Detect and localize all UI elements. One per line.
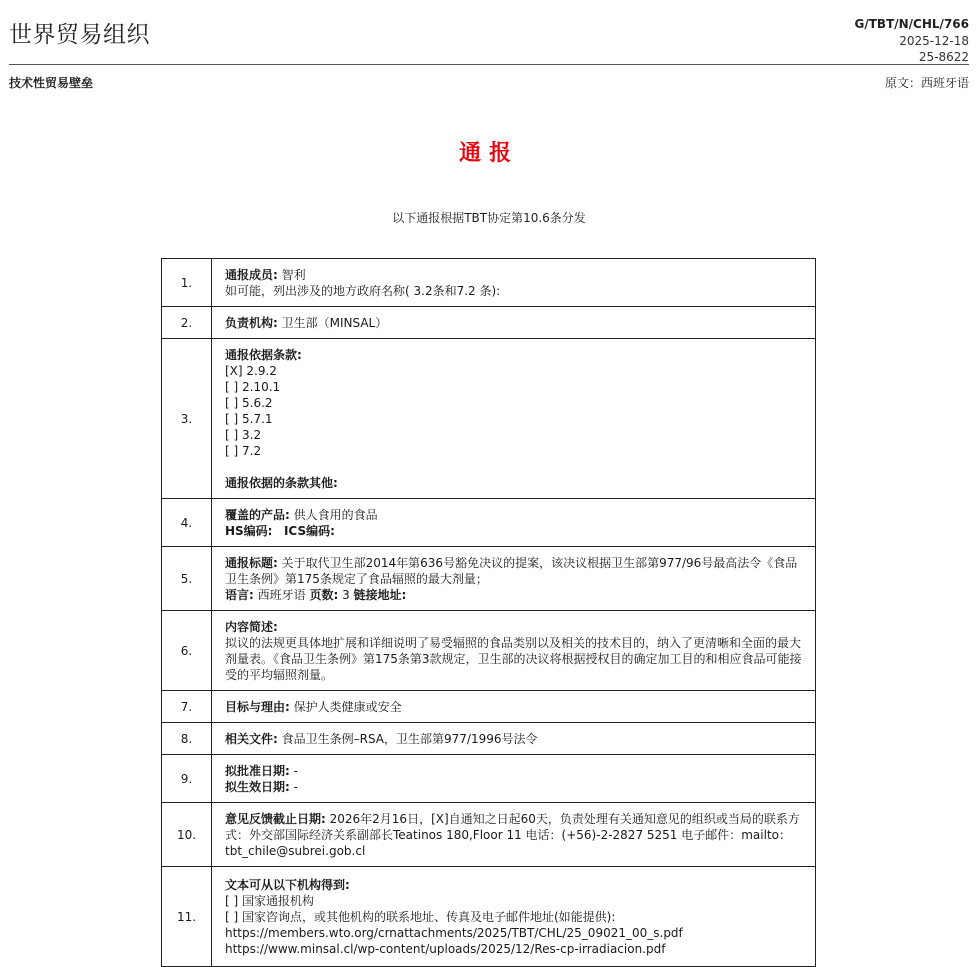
- row-number: 10.: [162, 803, 212, 867]
- table-row: [162, 755, 816, 803]
- row-content: [212, 611, 816, 691]
- member-label: 通报成员:: [225, 268, 278, 282]
- table-row: [162, 691, 816, 723]
- deadline-value: 2026年2月16日，[X]自通知之日起60天，负责处理有关通知意见的组织或当局的联系方式：外交部国际经济关系副部长Teatinos 180,Floor 11 电话：(+56)-2-2827 5251 电子邮件：mailto：tbt_chile@subrei.gob.cl: [225, 812, 800, 858]
- row-number: 1.: [162, 259, 212, 307]
- description-value: 拟议的法规更具体地扩展和详细说明了易受辐照的食品类别以及相关的技术目的，纳入了更清晰和全面的最大剂量表。《食品卫生条例》第175条第3款规定，卫生部的决议将根据授权目的确定加工目的和相应食品可能接受的平均辐照剂量。: [225, 636, 802, 682]
- row-content: [212, 339, 816, 499]
- article-item: [ ] 5.7.1: [225, 412, 273, 426]
- document-symbol: G/TBT/N/CHL/766: [854, 17, 969, 31]
- local-govt-text: 如可能，列出涉及的地方政府名称( 3.2条和7.2 条):: [225, 284, 501, 298]
- adoption-label: 拟批准日期:: [225, 764, 290, 778]
- row-content: [212, 755, 816, 803]
- committee-name: 技术性贸易壁垒: [9, 76, 94, 90]
- row-content: [212, 499, 816, 547]
- available-item: [ ] 国家咨询点，或其他机构的联系地址、传真及电子邮件地址(如能提供):: [225, 910, 616, 924]
- available-item: [ ] 国家通报机构: [225, 894, 314, 908]
- page-subtitle: 以下通报根据TBT协定第10.6条分发: [392, 211, 586, 225]
- article-item: [X] 2.9.2: [225, 364, 277, 378]
- other-articles-label: 通报依据的条款其他:: [225, 476, 338, 490]
- pages-value: 3: [338, 588, 354, 602]
- table-row: [162, 339, 816, 499]
- article-item: [ ] 2.10.1: [225, 380, 281, 394]
- page-title: 通报: [458, 141, 519, 166]
- table-row: [162, 803, 816, 867]
- link-label: 链接地址:: [353, 588, 407, 602]
- attachment-link[interactable]: https://members.wto.org/crnattachments/2025/TBT/CHL/25_09021_00_s.pdf: [225, 926, 683, 940]
- row-content: [212, 259, 816, 307]
- objective-value: 保护人类健康或安全: [289, 700, 402, 714]
- agency-label: 负责机构:: [225, 316, 278, 330]
- row-number: 9.: [162, 755, 212, 803]
- effect-label: 拟生效日期:: [225, 780, 290, 794]
- objective-label: 目标与理由:: [225, 700, 290, 714]
- table-row: [162, 259, 816, 307]
- row-number: 3.: [162, 339, 212, 499]
- row-content: [212, 867, 816, 967]
- row-number: 8.: [162, 723, 212, 755]
- table-row: [162, 547, 816, 611]
- article-item: [ ] 7.2: [225, 444, 262, 458]
- organization-name: 世界贸易组织: [9, 22, 150, 48]
- row-number: 7.: [162, 691, 212, 723]
- document-date: 2025-12-18: [899, 34, 969, 48]
- language-value: 西班牙语: [253, 588, 310, 602]
- table-row: [162, 723, 816, 755]
- table-row: [162, 499, 816, 547]
- row-content: [212, 803, 816, 867]
- pages-label: 页数:: [309, 588, 339, 602]
- hs-label: HS编码:: [225, 524, 273, 538]
- row-number: 11.: [162, 867, 212, 967]
- row-number: 2.: [162, 307, 212, 339]
- effect-value: -: [289, 780, 298, 794]
- row-content: [212, 307, 816, 339]
- article-item: [ ] 3.2: [225, 428, 262, 442]
- row-content: [212, 691, 816, 723]
- article-item: [ ] 5.6.2: [225, 396, 273, 410]
- language-label: 语言:: [225, 588, 254, 602]
- adoption-value: -: [289, 764, 298, 778]
- articles-label: 通报依据条款:: [225, 348, 302, 362]
- original-language: 原文：西班牙语: [884, 76, 969, 90]
- description-label: 内容简述:: [225, 620, 278, 634]
- agency-value: 卫生部（MINSAL）: [277, 316, 388, 330]
- deadline-label: 意见反馈截止日期:: [225, 812, 326, 826]
- row-number: 4.: [162, 499, 212, 547]
- member-value: 智利: [277, 268, 306, 282]
- row-number: 5.: [162, 547, 212, 611]
- title-value: 关于取代卫生部2014年第636号豁免决议的提案，该决议根据卫生部第977/96号最高法令《食品卫生条例》第175条规定了食品辐照的最大剂量；: [225, 556, 798, 586]
- products-value: 供人食用的食品: [289, 508, 378, 522]
- documents-value: 食品卫生条例–RSA，卫生部第977/1996号法令: [277, 732, 538, 746]
- available-label: 文本可从以下机构得到:: [225, 878, 350, 892]
- row-content: [212, 547, 816, 611]
- attachment-link[interactable]: https://www.minsal.cl/wp-content/uploads/2025/12/Res-cp-irradiacion.pdf: [225, 942, 666, 956]
- document-number: 25-8622: [918, 50, 969, 64]
- title-label: 通报标题:: [225, 556, 278, 570]
- header-divider: [9, 64, 969, 65]
- row-content: [212, 723, 816, 755]
- documents-label: 相关文件:: [225, 732, 278, 746]
- row-number: 6.: [162, 611, 212, 691]
- ics-label: ICS编码:: [283, 524, 335, 538]
- table-row: [162, 611, 816, 691]
- table-row: [162, 307, 816, 339]
- table-row: [162, 867, 816, 967]
- notification-table: [161, 258, 816, 967]
- products-label: 覆盖的产品:: [225, 508, 290, 522]
